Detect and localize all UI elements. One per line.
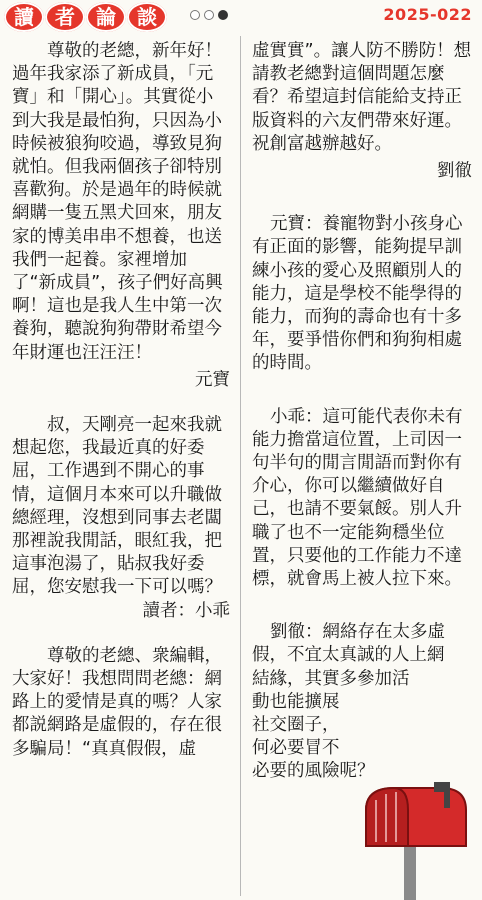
letter-yuanbao: 尊敬的老總，新年好！過年我家添了新成員，「元寶」和「開心」。其實從小到大我是最怕狗，只因為小時候被狼狗咬過，導致見狗就怕。但我兩個孩子卻特別喜歡狗。於是過年的時候就網購一隻五黑犬回來，朋友家的博美串串不想養，也送我們一起養。家裡增加了“新成員”，孩子們好高興啊！這也是我人生中第一次養狗，聽說狗狗帶財希望今年財運也汪汪汪！ — [12, 41, 223, 363]
reply-line: 假，不宜太真誠的人上網 — [252, 645, 445, 666]
title-char: 談 — [127, 2, 167, 32]
page-dot[interactable] — [204, 10, 214, 20]
letter-liuche: 尊敬的老總、衆編輯，大家好！我想問問老總：網路上的愛情是真的嗎？人家都説網路是虛假的，存在很多騙局！“真真假假，虛 — [12, 645, 222, 759]
title-char: 讀 — [4, 2, 44, 32]
reply-line: 必要的風險呢？ — [252, 761, 375, 782]
signature-liuche: 劉徹 — [437, 161, 472, 182]
letter-liuche-continued: 虛實實”。讓人防不勝防！想請教老總對這個問題怎麼看？希望這封信能給支持正版資料的六友們帶來好運。祝創富越辦越好。 — [252, 41, 472, 154]
mailbox-flag — [434, 782, 448, 792]
left-column — [12, 40, 230, 761]
title-char: 者 — [45, 2, 85, 32]
reply-yuanbao: 元寶：養寵物對小孩身心有正面的影響，能夠提早訓練小孩的愛心及照顧別人的能力，這是學校不能學得的能力，而狗的壽命也有十多年，要爭惜你們和狗狗相處的時間。 — [252, 214, 463, 374]
reply-line: 社交圈子， — [252, 715, 340, 736]
column-divider — [240, 36, 241, 896]
mailbox-icon — [346, 780, 476, 900]
page-dot[interactable] — [190, 10, 200, 20]
reply-line: 動也能擴展 — [252, 691, 340, 712]
signature-xiaoguai: 讀者：小乖 — [142, 600, 230, 621]
title-char: 論 — [86, 2, 126, 32]
reply-line: 結緣，其實多參加活 — [252, 668, 410, 689]
page-dot-active[interactable] — [218, 10, 228, 20]
signature-yuanbao: 元寶 — [195, 369, 230, 390]
header — [0, 0, 482, 34]
mailbox-post — [404, 842, 416, 900]
page-indicator[interactable] — [190, 10, 228, 20]
column-title — [4, 2, 167, 32]
reply-line: 何必要冒不 — [252, 738, 340, 759]
issue-number: 2025-022 — [383, 5, 472, 24]
reply-liuche — [252, 621, 472, 783]
letter-xiaoguai: 叔，天剛亮一起來我就想起您，我最近真的好委屈，工作遇到不開心的事情，這個月本來可以升職做總經理，沒想到同事去老闆那裡說我閒話，眼紅我，把這事泡湯了，貼叔我好委屈，您安慰我一下可以嗎？ — [12, 415, 222, 598]
reply-line: 劉徹：網絡存在太多虛 — [270, 622, 445, 643]
right-column — [252, 40, 472, 784]
mailbox-door — [366, 788, 408, 846]
reply-xiaoguai: 小乖：這可能代表你未有能力擔當這位置，上司因一句半句的閒言閒語而對你有介心，你可以繼續做好自己，也請不要氣餒。別人升職了也不一定能夠穩坐位置，只要他的工作能力不達標，就會馬上被人拉下來。 — [252, 406, 463, 590]
